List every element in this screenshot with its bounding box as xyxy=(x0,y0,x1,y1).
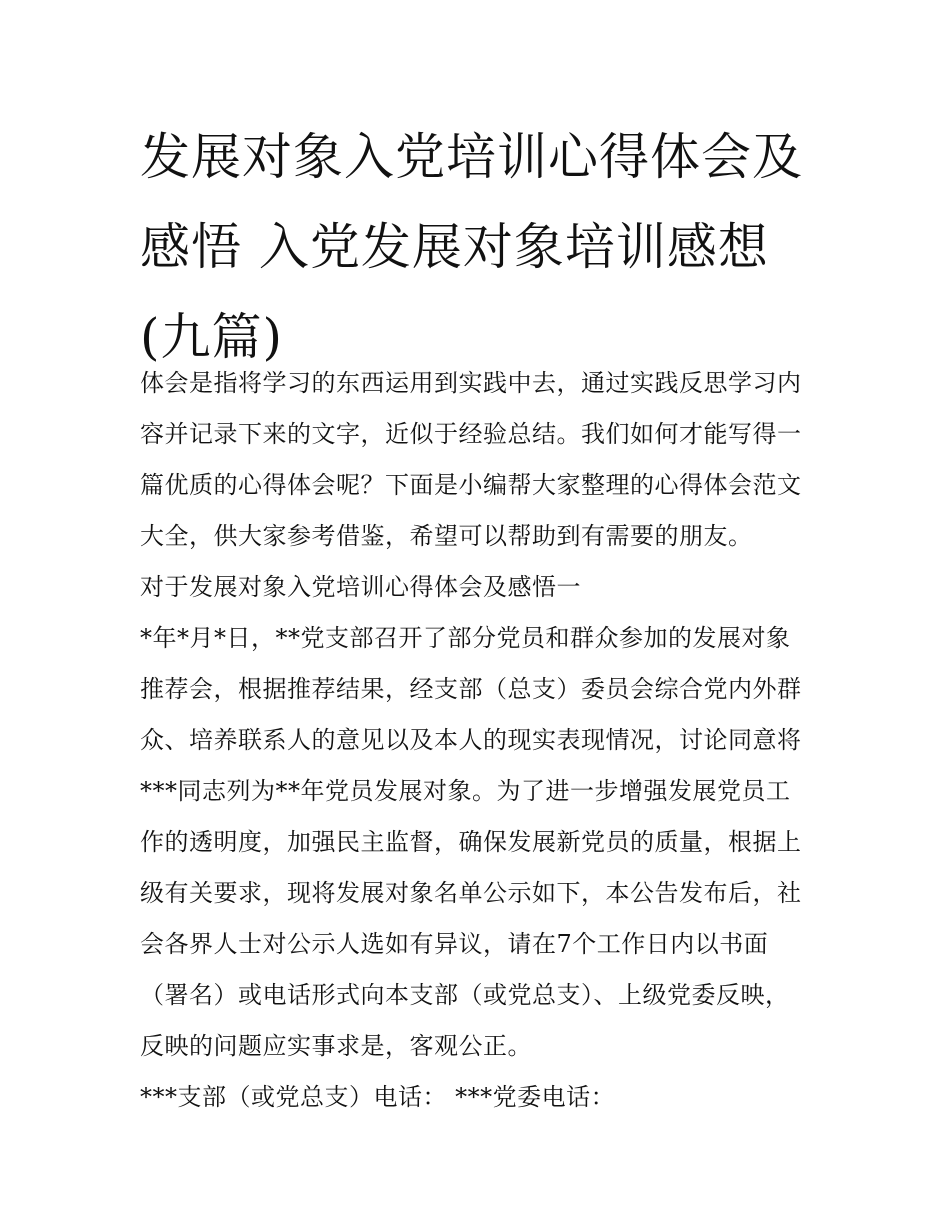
body-line-1: 体会是指将学习的东西运用到实践中去，通过实践反思学习内 xyxy=(140,369,802,397)
body-line-6: *年*月*日，**党支部召开了部分党员和群众参加的发展对象 xyxy=(140,624,791,652)
body-line-4: 大全，供大家参考借鉴，希望可以帮助到有需要的朋友。 xyxy=(140,522,753,550)
section-heading: 对于发展对象入党培训心得体会及感悟一 xyxy=(140,573,581,601)
body-line-11: 级有关要求，现将发展对象名单公示如下，本公告发布后，社 xyxy=(140,879,802,907)
title-line-2: 感悟 入党发展对象培训感想 xyxy=(140,218,769,276)
body-line-12: 会各界人士对公示人选如有异议，请在7个工作日内以书面 xyxy=(140,930,769,958)
body-line-14: 反映的问题应实事求是，客观公正。 xyxy=(140,1032,532,1060)
body-line-13: （署名）或电话形式向本支部（或党总支）、上级党委反映， xyxy=(140,981,790,1009)
document-title xyxy=(140,112,820,382)
title-line-3: (九篇) xyxy=(140,308,284,366)
contact-line: ***支部（或党总支）电话： ***党委电话： xyxy=(140,1083,616,1111)
body-line-3: 篇优质的心得体会呢？下面是小编帮大家整理的心得体会范文 xyxy=(140,471,802,499)
document-body xyxy=(140,358,830,1123)
title-line-1: 发展对象入党培训心得体会及 xyxy=(140,128,803,186)
body-line-8: 众、培养联系人的意见以及本人的现实表现情况，讨论同意将 xyxy=(140,726,802,754)
body-line-7: 推荐会，根据推荐结果，经支部（总支）委员会综合党内外群 xyxy=(140,675,802,703)
body-line-9: ***同志列为**年党员发展对象。为了进一步增强发展党员工 xyxy=(140,777,791,805)
body-line-10: 作的透明度，加强民主监督，确保发展新党员的质量，根据上 xyxy=(140,828,802,856)
body-line-2: 容并记录下来的文字，近似于经验总结。我们如何才能写得一 xyxy=(140,420,802,448)
